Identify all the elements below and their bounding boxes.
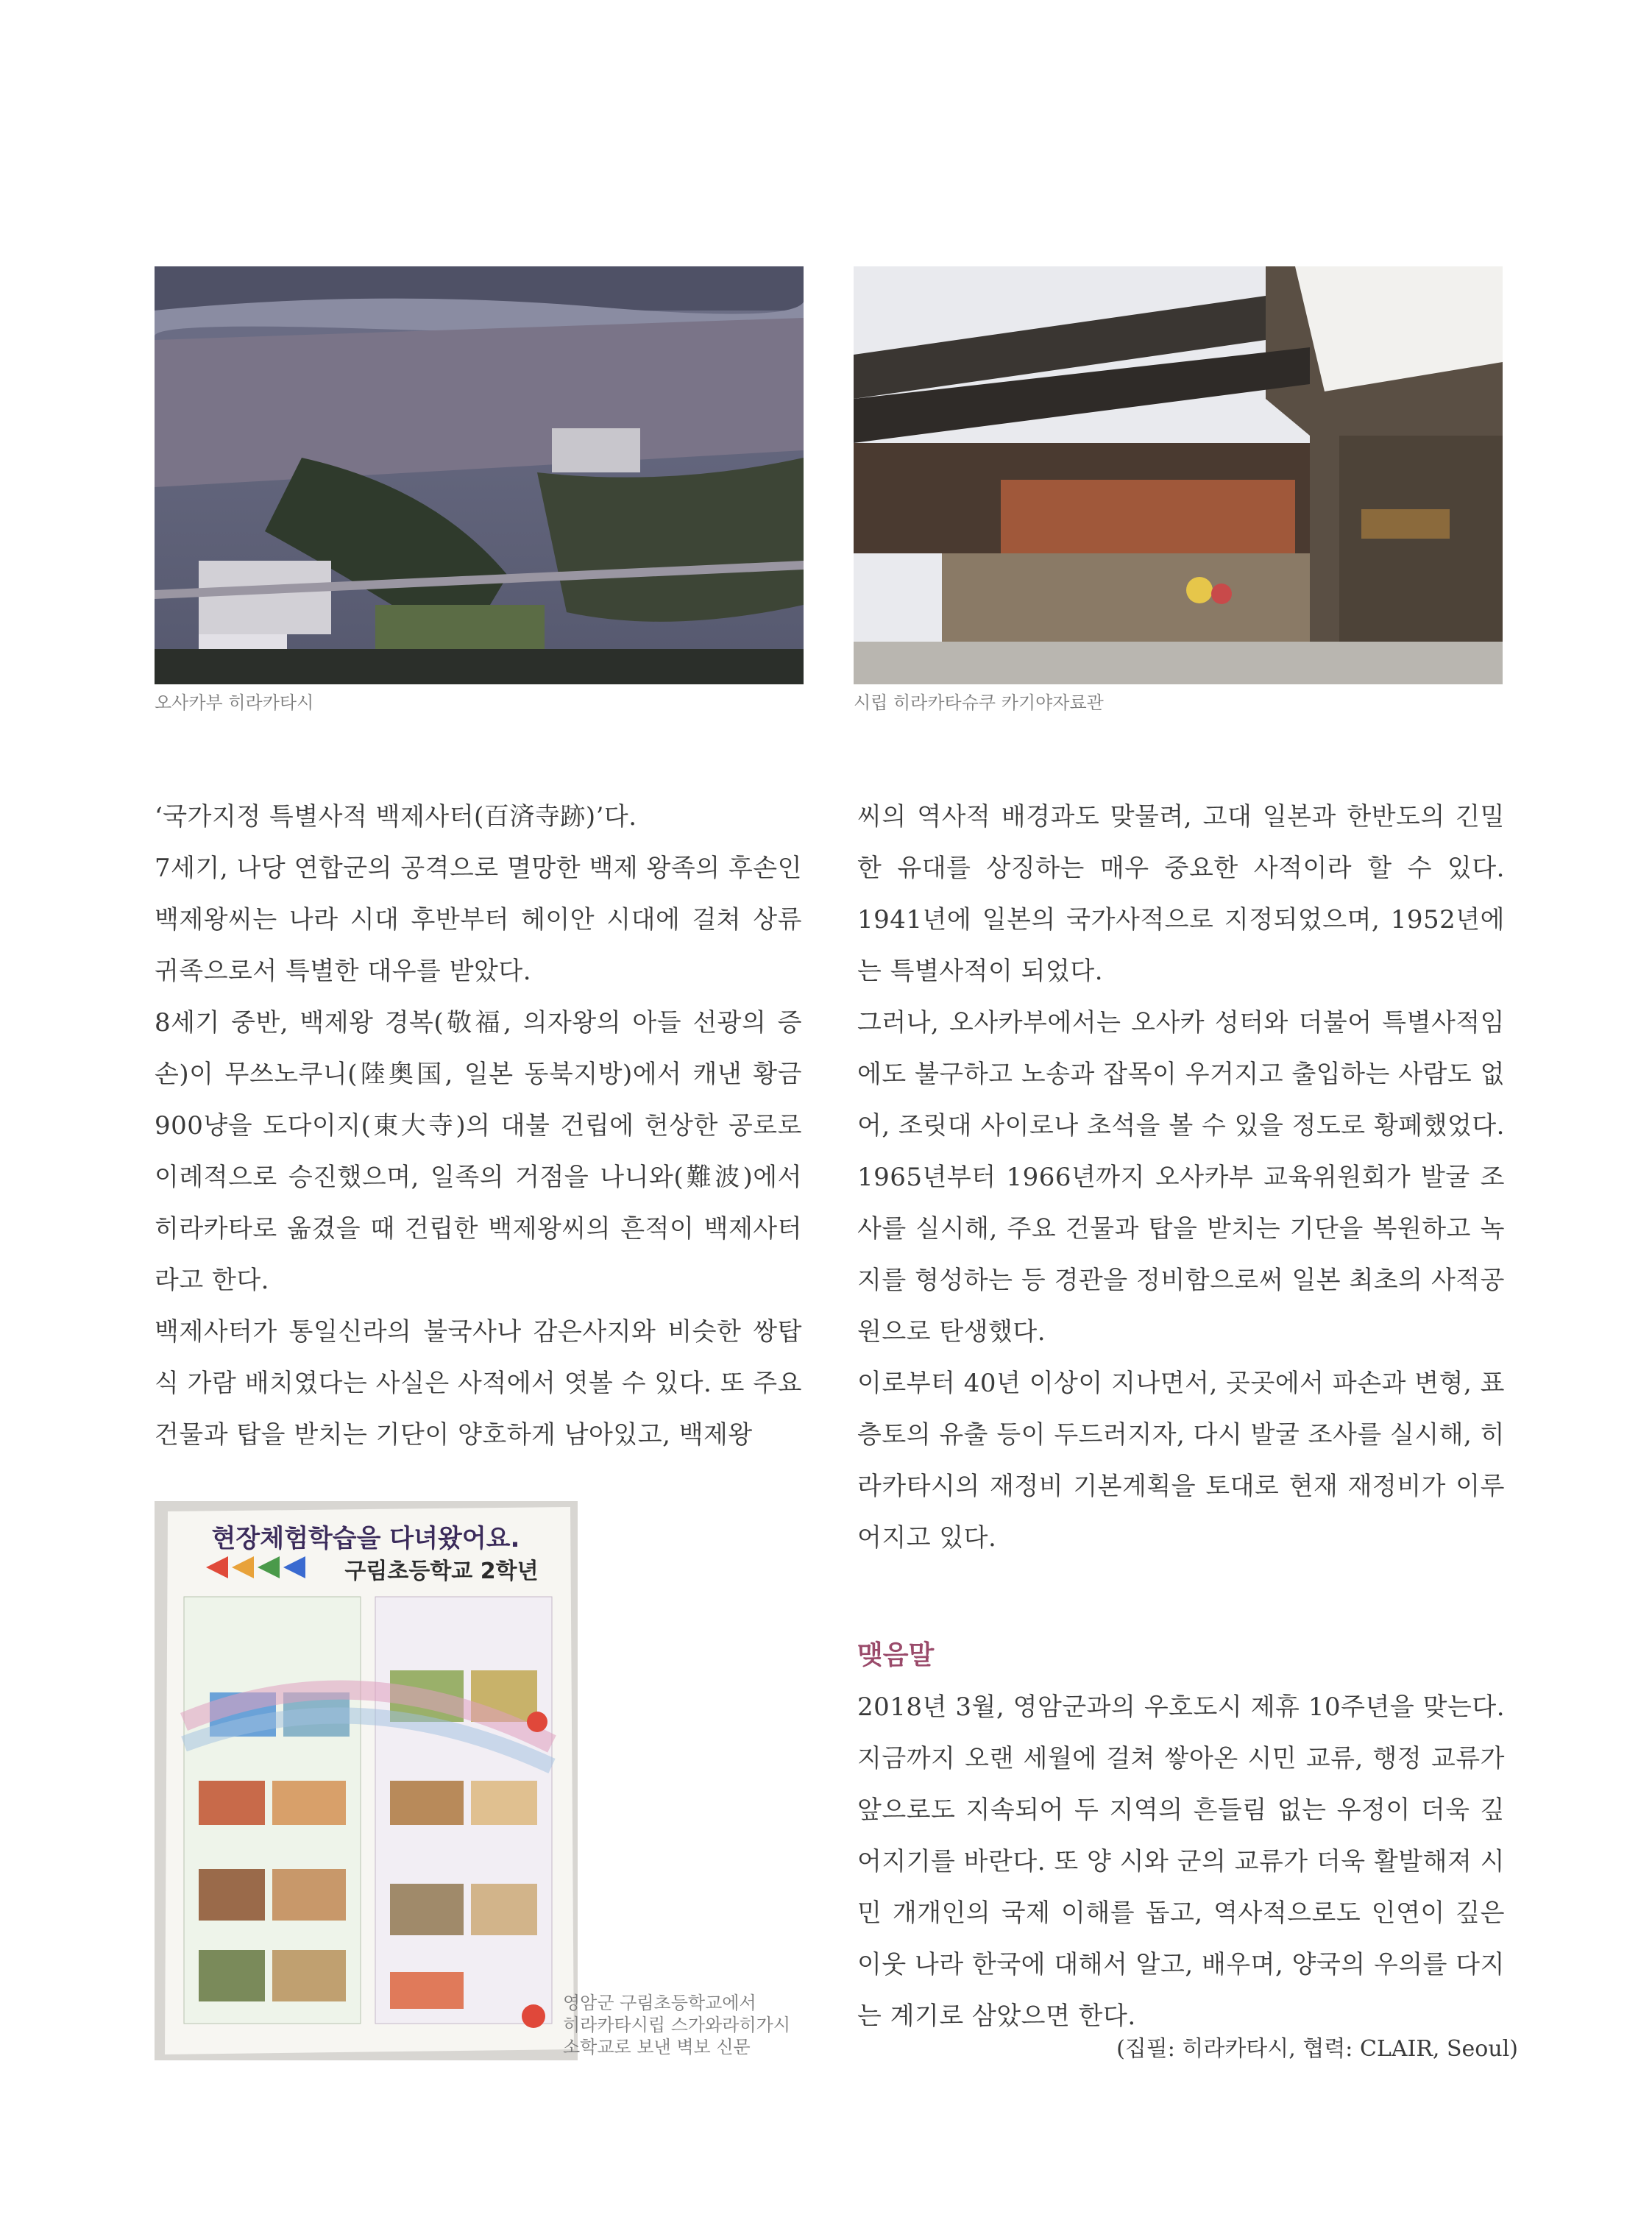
museum-building-photo [854, 266, 1503, 684]
paragraph: 씨의 역사적 배경과도 맞물려, 고대 일본과 한반도의 긴밀한 유대를 상징하는 매우 중요한 사적이라 할 수 있다. 1941년에 일본의 국가사적으로 지정되었으며, 1952년에는 특별사적이 되었다. [857, 802, 1505, 986]
right-column [857, 791, 1505, 1564]
paragraph: 그러나, 오사카부에서는 오사카 성터와 더불어 특별사적임에도 불구하고 노송과 잡목이 우거지고 출입하는 사람도 없어, 조릿대 사이로나 초석을 볼 수 있을 정도로 황폐했었다. [857, 1008, 1505, 1141]
poster-title: 현장체험학습을 다녀왔어요. [211, 1524, 520, 1553]
poster-subtitle: 구림초등학교 2학년 [344, 1559, 539, 1584]
poster-caption [563, 1992, 790, 2058]
author-credit: (집필: 히라카타시, 협력: CLAIR, Seoul) [1116, 2036, 1518, 2062]
paragraph: 1965년부터 1966년까지 오사카부 교육위원회가 발굴 조사를 실시해, 주요 건물과 탑을 받치는 기단을 복원하고 녹지를 형성하는 등 경관을 정비함으로써 일본 최초의 사적공원으로 탄생했다. [857, 1163, 1505, 1347]
left-column [155, 791, 802, 1461]
paragraph: 7세기, 나당 연합군의 공격으로 멸망한 백제 왕족의 후손인 백제왕씨는 나라 시대 후반부터 헤이안 시대에 걸쳐 상류 귀족으로서 특별한 대우를 받았다. [155, 854, 802, 986]
paragraph: 2018년 3월, 영암군과의 우호도시 제휴 10주년을 맞는다. 지금까지 오랜 세월에 걸쳐 쌓아온 시민 교류, 행정 교류가 앞으로도 지속되어 두 지역의 흔들림 없는 우정이 더욱 깊어지기를 바란다. 또 양 시와 군의 교류가 더욱 활발해져 시민 개개인의 국제 이해를 돕고, 역사적으로도 인연이 깊은 이웃 나라 한국에 대해서 알고, 배우며, 양국의 우의를 다지는 계기로 삼았으면 한다. [857, 1692, 1505, 2031]
paragraph: 8세기 중반, 백제왕 경복(敬福, 의자왕의 아들 선광의 증손)이 무쓰노쿠니(陸奥国, 일본 동북지방)에서 캐낸 황금 900냥을 도다이지(東大寺)의 대불 건립에 헌상한 공로로 이례적으로 승진했으며, 일족의 거점을 나니와(難波)에서 히라카타로 옮겼을 때 건립한 백제왕씨의 흔적이 백제사터라고 한다. [155, 1008, 802, 1295]
aerial-photo-caption: 오사카부 히라카타시 [155, 692, 314, 713]
museum-photo-caption: 시립 히라카타슈쿠 카기야자료관 [854, 692, 1104, 713]
school-poster-photo [155, 1501, 578, 2060]
paragraph: ‘국가지정 특별사적 백제사터(百済寺跡)’다. [155, 802, 637, 831]
aerial-city-photo [155, 266, 804, 684]
caption-line: 영암군 구림초등학교에서 [563, 1993, 756, 2013]
paragraph: 백제사터가 통일신라의 불국사나 감은사지와 비슷한 쌍탑식 가람 배치였다는 사실은 사적에서 엿볼 수 있다. 또 주요 건물과 탑을 받치는 기단이 양호하게 남아있고, 백제왕 [155, 1317, 802, 1450]
caption-line: 히라카타시립 스가와라히가시 [563, 2015, 791, 2035]
conclusion-body [857, 1681, 1505, 2042]
conclusion-heading: 맺음말 [857, 1640, 935, 1670]
paragraph: 이로부터 40년 이상이 지나면서, 곳곳에서 파손과 변형, 표층토의 유출 등이 두드러지자, 다시 발굴 조사를 실시해, 히라카타시의 재정비 기본계획을 토대로 현재 재정비가 이루어지고 있다. [857, 1369, 1505, 1553]
caption-line: 소학교로 보낸 벽보 신문 [563, 2037, 751, 2057]
